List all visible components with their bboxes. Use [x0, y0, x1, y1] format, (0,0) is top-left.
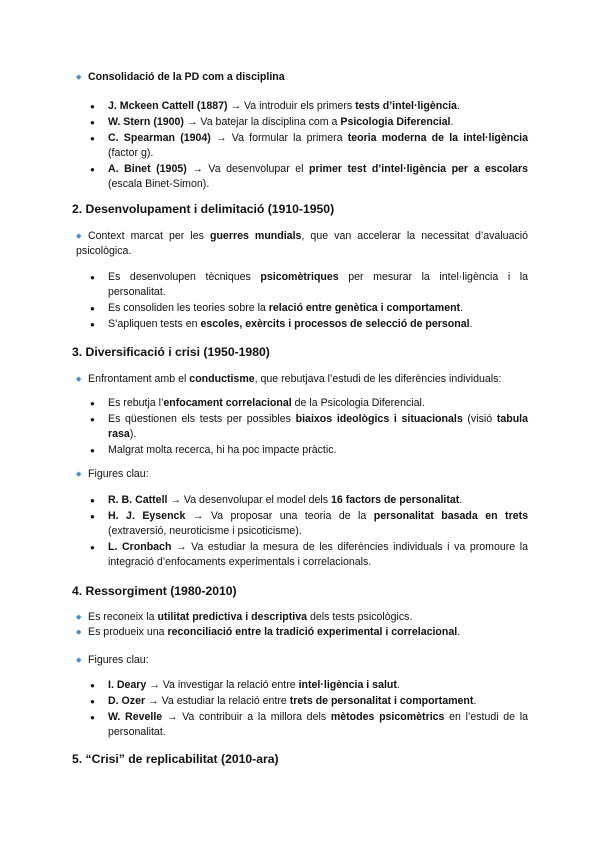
section-3-lead: ◆ Enfrontament amb el conductisme, que rebutjava l’estudi de les diferències individuals:	[76, 373, 502, 385]
list-item: ● W. Stern (1900) → Va batejar la disciplina com a Psicologia Diferencial.	[108, 115, 528, 130]
section-4-figures-list	[108, 678, 528, 741]
list-item: ● A. Binet (1905) → Va desenvolupar el primer test d’intel·ligència per a escolars (escala Binet-Simon).	[108, 162, 528, 192]
list-item: ● L. Cronbach → Va estudiar la mesura de les diferències individuals i va promoure la integració d’enfocaments experimentals i correlacionals.	[108, 540, 528, 570]
list-item: ● C. Spearman (1904) → Va formular la primera teoria moderna de la intel·ligència (factor g).	[108, 131, 528, 161]
list-item: ● J. Mckeen Cattell (1887) → Va introduir els primers tests d’intel·ligència.	[108, 99, 528, 114]
consolidation-lead: ◆ Consolidació de la PD com a disciplina	[76, 71, 285, 83]
diamond-bullet-icon: ◆	[76, 74, 82, 81]
section-3-figures-list	[108, 493, 528, 571]
list-item: ● Malgrat molta recerca, hi ha poc impacte pràctic.	[108, 443, 528, 458]
list-item: ● D. Ozer → Va estudiar la relació entre trets de personalitat i comportament.	[108, 694, 528, 709]
list-item: ● R. B. Cattell → Va desenvolupar el model dels 16 factors de personalitat.	[108, 493, 528, 508]
section-3-figures-label: ◆ Figures clau:	[76, 468, 149, 480]
consolidation-list	[108, 99, 528, 193]
list-item: ● Es consoliden les teories sobre la relació entre genètica i comportament.	[108, 301, 528, 316]
section-3-heading: 3. Diversificació i crisi (1950-1980)	[72, 345, 270, 359]
section-2-list	[108, 270, 528, 333]
list-item: ● S’apliquen tests en escoles, exèrcits i processos de selecció de personal.	[108, 317, 528, 332]
section-4-lead-2: ◆ Es produeix una reconciliació entre la tradició experimental i correlacional.	[76, 626, 461, 638]
section-4-lead-1: ◆ Es reconeix la utilitat predictiva i descriptiva dels tests psicològics.	[76, 611, 413, 623]
diamond-bullet-icon: ◆	[76, 233, 82, 240]
list-item: ● Es rebutja l’enfocament correlacional de la Psicologia Diferencial.	[108, 396, 528, 411]
diamond-bullet-icon: ◆	[76, 614, 82, 621]
section-2-lead: ◆ Context marcat per les guerres mundials, que van accelerar la necessitat d’avaluació psicològica.	[76, 230, 528, 257]
list-item: ● Es qüestionen els tests per possibles biaixos ideològics i situacionals (visió tabula rasa).	[108, 412, 528, 442]
diamond-bullet-icon: ◆	[76, 657, 82, 664]
list-item: ● Es desenvolupen tècniques psicomètriques per mesurar la intel·ligència i la personalitat.	[108, 270, 528, 300]
section-3-list	[108, 396, 528, 459]
diamond-bullet-icon: ◆	[76, 376, 82, 383]
list-item: ● H. J. Eysenck → Va proposar una teoria de la personalitat basada en trets (extraversió, neuroticisme i psicoticisme).	[108, 509, 528, 539]
section-5-heading: 5. “Crisi” de replicabilitat (2010-ara)	[72, 752, 279, 766]
section-4-figures-label: ◆ Figures clau:	[76, 654, 149, 666]
section-2-heading: 2. Desenvolupament i delimitació (1910-1950)	[72, 202, 335, 216]
diamond-bullet-icon: ◆	[76, 471, 82, 478]
list-item: ● I. Deary → Va investigar la relació entre intel·ligència i salut.	[108, 678, 528, 693]
section-4-heading: 4. Ressorgiment (1980-2010)	[72, 584, 237, 598]
list-item: ● W. Revelle → Va contribuir a la millora dels mètodes psicomètrics en l’estudi de la personalitat.	[108, 710, 528, 740]
diamond-bullet-icon: ◆	[76, 629, 82, 636]
